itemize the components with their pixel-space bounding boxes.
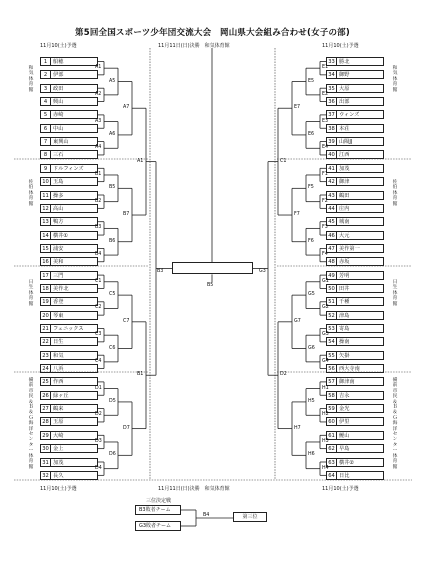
team-name: 鶴田 <box>339 192 350 199</box>
match-label: D4 <box>95 465 102 471</box>
team-name: 伊里 <box>339 419 350 426</box>
team-number: 16 <box>41 258 51 266</box>
team-name: 玉原 <box>53 419 64 426</box>
team-name: 山陽JJ <box>339 139 353 146</box>
team-name: 浦安 <box>53 245 64 252</box>
header-bottom-left: 11月10(土)予選 <box>40 486 77 492</box>
team-name: 鶴来 <box>53 406 64 413</box>
match-label: D2 <box>280 372 287 378</box>
team-number: 34 <box>327 71 337 79</box>
match-label: E6 <box>308 131 315 137</box>
team-number: 28 <box>41 418 51 426</box>
team-number: 57 <box>327 378 337 386</box>
team-name: ウィンズ <box>339 112 360 119</box>
team-name: 出部 <box>339 99 350 106</box>
team-name: 赤坂 <box>339 259 350 266</box>
team-name: 本荘 <box>339 125 350 132</box>
match-label: D6 <box>109 452 116 458</box>
team-name: 作西 <box>53 379 64 386</box>
team-number: 63 <box>327 459 337 467</box>
team-number: 12 <box>41 205 51 213</box>
team-number: 19 <box>41 298 51 306</box>
match-label: F5 <box>308 185 314 191</box>
team-name: フェニックス <box>53 326 84 332</box>
team-number: 20 <box>41 312 51 320</box>
team-number: 30 <box>41 445 51 453</box>
team-number: 47 <box>327 245 337 253</box>
match-label: A1 <box>95 65 102 71</box>
match-label: B3 <box>95 225 102 231</box>
team-name: 琴東 <box>53 312 64 319</box>
team-number: 31 <box>41 459 51 467</box>
match-label: A6 <box>109 131 116 137</box>
venue-label: 備前市民＆Ｂ＆Ｇ海洋センター体育館 <box>392 378 398 470</box>
match-label: A7 <box>123 105 130 111</box>
team-name: 大元 <box>339 232 350 239</box>
team-name: 加茂 <box>339 165 350 172</box>
match-label: G6 <box>308 345 315 351</box>
team-number: 62 <box>327 445 337 453</box>
match-label: G1 <box>322 278 329 284</box>
team-name: 城南 <box>339 219 350 226</box>
team-name: 三門 <box>53 272 64 279</box>
match-label: F3 <box>322 225 328 231</box>
team-number: 60 <box>327 418 337 426</box>
team-number: 59 <box>327 405 337 413</box>
team-number: 15 <box>41 245 51 253</box>
team-name: 早島 <box>339 446 350 453</box>
team-name: 御津 <box>339 179 350 186</box>
team-number: 2 <box>41 71 51 79</box>
team-number: 39 <box>327 138 337 146</box>
team-number: 37 <box>327 111 337 119</box>
match-label: D7 <box>123 425 130 431</box>
match-label: H5 <box>308 398 315 404</box>
team-number: 32 <box>41 472 51 480</box>
semifinal-label: G3 <box>259 269 266 275</box>
team-name: 操多 <box>53 192 64 199</box>
team-number: 8 <box>41 151 51 159</box>
match-label: D3 <box>95 438 102 444</box>
team-number: 9 <box>41 165 51 173</box>
team-number: 11 <box>41 192 51 200</box>
team-name: 金光 <box>339 406 350 413</box>
match-label: H2 <box>322 412 329 418</box>
semifinal-label: B3 <box>157 269 164 275</box>
team-number: 51 <box>327 298 337 306</box>
team-name: 美作第一 <box>339 245 360 252</box>
team-name: 長久 <box>53 472 64 479</box>
team-name: 田井 <box>339 285 350 292</box>
match-label: C5 <box>109 292 116 298</box>
team-number: 7 <box>41 138 51 146</box>
team-name: 御野 <box>339 72 350 79</box>
team-number: 42 <box>327 178 337 186</box>
team-number: 5 <box>41 111 51 119</box>
team-number: 52 <box>327 312 337 320</box>
venue-label: 日生体育館 <box>392 280 398 307</box>
header-top-left: 11月10(土)予選 <box>40 43 77 49</box>
team-name: 横井① <box>53 232 69 239</box>
team-number: 13 <box>41 218 51 226</box>
match-label: A2 <box>95 91 102 97</box>
team-name: 八浜 <box>53 366 64 373</box>
team-name: 船穂 <box>53 59 64 65</box>
match-label: C1 <box>280 158 287 164</box>
team-name: 大崎 <box>53 432 64 439</box>
match-label: E2 <box>322 91 329 97</box>
match-label: G5 <box>308 292 315 298</box>
team-name: 江西 <box>339 152 350 159</box>
team-number: 56 <box>327 365 337 373</box>
team-name: 和気 <box>53 352 64 359</box>
match-label: C3 <box>95 332 102 338</box>
header-top-mid: 11月11日(日)決勝 和気体育館 <box>158 43 230 49</box>
team-number: 38 <box>327 125 337 133</box>
team-name: 寄島 <box>339 326 350 332</box>
team-name: 香登 <box>53 299 64 306</box>
team-number: 53 <box>327 325 337 333</box>
team-number: 50 <box>327 285 337 293</box>
match-label: F4 <box>322 252 328 258</box>
match-label: A3 <box>95 118 102 124</box>
team-name: 矢掛 <box>339 352 350 359</box>
team-name: 吉永 <box>339 392 350 399</box>
team-number: 61 <box>327 432 337 440</box>
team-name: 操南 <box>339 339 350 346</box>
team-name: 千種 <box>339 299 350 306</box>
team-name: 東興山 <box>53 139 69 146</box>
team-name: 御津南 <box>339 379 355 386</box>
match-label: H4 <box>322 465 329 471</box>
match-label: C1 <box>95 278 102 284</box>
team-number: 3 <box>41 85 51 93</box>
team-name: 美作北 <box>53 285 69 292</box>
team-number: 6 <box>41 125 51 133</box>
third-place-team-a: B3敗者チーム <box>135 505 181 515</box>
match-label: C4 <box>95 358 102 364</box>
team-name: 玉島 <box>53 179 64 186</box>
match-label: E4 <box>322 145 329 151</box>
team-name: 伊部 <box>53 72 64 79</box>
team-number: 26 <box>41 392 51 400</box>
match-label: D1 <box>95 385 102 391</box>
team-number: 1 <box>41 58 51 66</box>
team-number: 44 <box>327 205 337 213</box>
match-label: B4 <box>95 252 102 258</box>
final-label: B5 <box>207 283 214 289</box>
third-place-team-b: G3敗者チーム <box>135 521 181 531</box>
team-number: 54 <box>327 338 337 346</box>
team-number: 40 <box>327 151 337 159</box>
team-number: 17 <box>41 272 51 280</box>
match-label: D5 <box>109 398 116 404</box>
team-name: 緑ヶ丘 <box>53 392 69 399</box>
team-name: 津島 <box>339 312 350 319</box>
team-number: 46 <box>327 232 337 240</box>
team-number: 24 <box>41 365 51 373</box>
team-number: 22 <box>41 338 51 346</box>
match-label: A1 <box>137 158 144 164</box>
match-label: C2 <box>95 305 102 311</box>
team-number: 48 <box>327 258 337 266</box>
team-number: 14 <box>41 232 51 240</box>
third-place-heading: 三位決定戦 <box>146 498 172 504</box>
match-label: H1 <box>322 385 329 391</box>
team-name: 金上 <box>53 446 64 453</box>
third-place-match-label: B4 <box>203 513 210 518</box>
team-number: 29 <box>41 432 51 440</box>
team-name: 横井② <box>339 459 355 466</box>
team-number: 33 <box>327 58 337 66</box>
match-label: H7 <box>294 425 301 431</box>
team-name: 加茂 <box>53 459 64 466</box>
team-name: 日比 <box>339 472 350 479</box>
team-number: 36 <box>327 98 337 106</box>
team-name: 鯉山 <box>339 432 350 439</box>
team-number: 43 <box>327 192 337 200</box>
team-number: 64 <box>327 472 337 480</box>
third-place-result: 第三位 <box>233 512 267 522</box>
team-number: 21 <box>41 325 51 333</box>
team-number: 27 <box>41 405 51 413</box>
team-number: 18 <box>41 285 51 293</box>
team-number: 49 <box>327 272 337 280</box>
match-label: C7 <box>123 318 130 324</box>
venue-label: 佐伯体育館 <box>392 180 398 207</box>
match-label: C6 <box>109 345 116 351</box>
team-name: 勝北 <box>339 59 350 65</box>
page-title: 第5回全国スポーツ少年団交流大会 岡山県大会組み合わせ(女子の部) <box>75 28 350 38</box>
match-label: G2 <box>322 305 329 311</box>
match-label: A4 <box>95 145 102 151</box>
team-name: 中山 <box>53 125 64 132</box>
venue-label: 和気体育館 <box>28 66 34 93</box>
match-label: E1 <box>322 65 329 71</box>
match-label: G4 <box>322 358 329 364</box>
team-name: 芳明 <box>339 272 350 279</box>
header-bottom-right: 11月10(土)予選 <box>322 486 359 492</box>
team-name: 高山 <box>53 205 64 212</box>
venue-label: 日生体育館 <box>28 280 34 307</box>
match-label: B6 <box>109 238 116 244</box>
team-name: 赤崎 <box>53 112 64 119</box>
match-label: B7 <box>123 212 130 218</box>
team-name: 興山 <box>53 99 64 106</box>
match-label: E7 <box>294 105 301 111</box>
match-label: E5 <box>308 78 315 84</box>
team-number: 58 <box>327 392 337 400</box>
header-top-right: 11月10(土)予選 <box>322 43 359 49</box>
team-name: 庄内 <box>339 205 350 212</box>
team-name: 三石 <box>53 152 64 159</box>
team-number: 41 <box>327 165 337 173</box>
venue-label: 佐伯体育館 <box>28 180 34 207</box>
team-number: 10 <box>41 178 51 186</box>
match-label: B5 <box>109 185 116 191</box>
team-number: 35 <box>327 85 337 93</box>
match-label: F1 <box>322 171 328 177</box>
venue-label: 備前市民＆Ｂ＆Ｇ海洋センター体育館 <box>28 378 34 470</box>
match-label: B1 <box>137 372 144 378</box>
match-label: F7 <box>294 212 300 218</box>
team-number: 23 <box>41 352 51 360</box>
team-name: 西大寺南 <box>339 366 360 373</box>
team-name: 大原 <box>339 85 350 92</box>
match-label: G3 <box>322 332 329 338</box>
header-bottom-mid: 11月11日(日)決勝 和気体育館 <box>158 486 230 492</box>
match-label: G7 <box>294 318 301 324</box>
team-name: ドルフィンズ <box>53 165 84 172</box>
match-label: F2 <box>322 198 328 204</box>
team-name: 鴨方 <box>53 219 64 226</box>
team-number: 55 <box>327 352 337 360</box>
match-label: E3 <box>322 118 329 124</box>
match-label: F6 <box>308 238 314 244</box>
team-name: 政田 <box>53 85 64 92</box>
team-number: 4 <box>41 98 51 106</box>
venue-label: 和気体育館 <box>392 66 398 93</box>
team-name: 美和 <box>53 259 64 266</box>
match-label: D2 <box>95 412 102 418</box>
team-number: 25 <box>41 378 51 386</box>
team-name: 日生 <box>53 339 64 346</box>
match-label: B1 <box>95 171 102 177</box>
match-label: H3 <box>322 438 329 444</box>
team-number: 45 <box>327 218 337 226</box>
match-label: B2 <box>95 198 102 204</box>
match-label: H6 <box>308 452 315 458</box>
match-label: A5 <box>109 78 116 84</box>
